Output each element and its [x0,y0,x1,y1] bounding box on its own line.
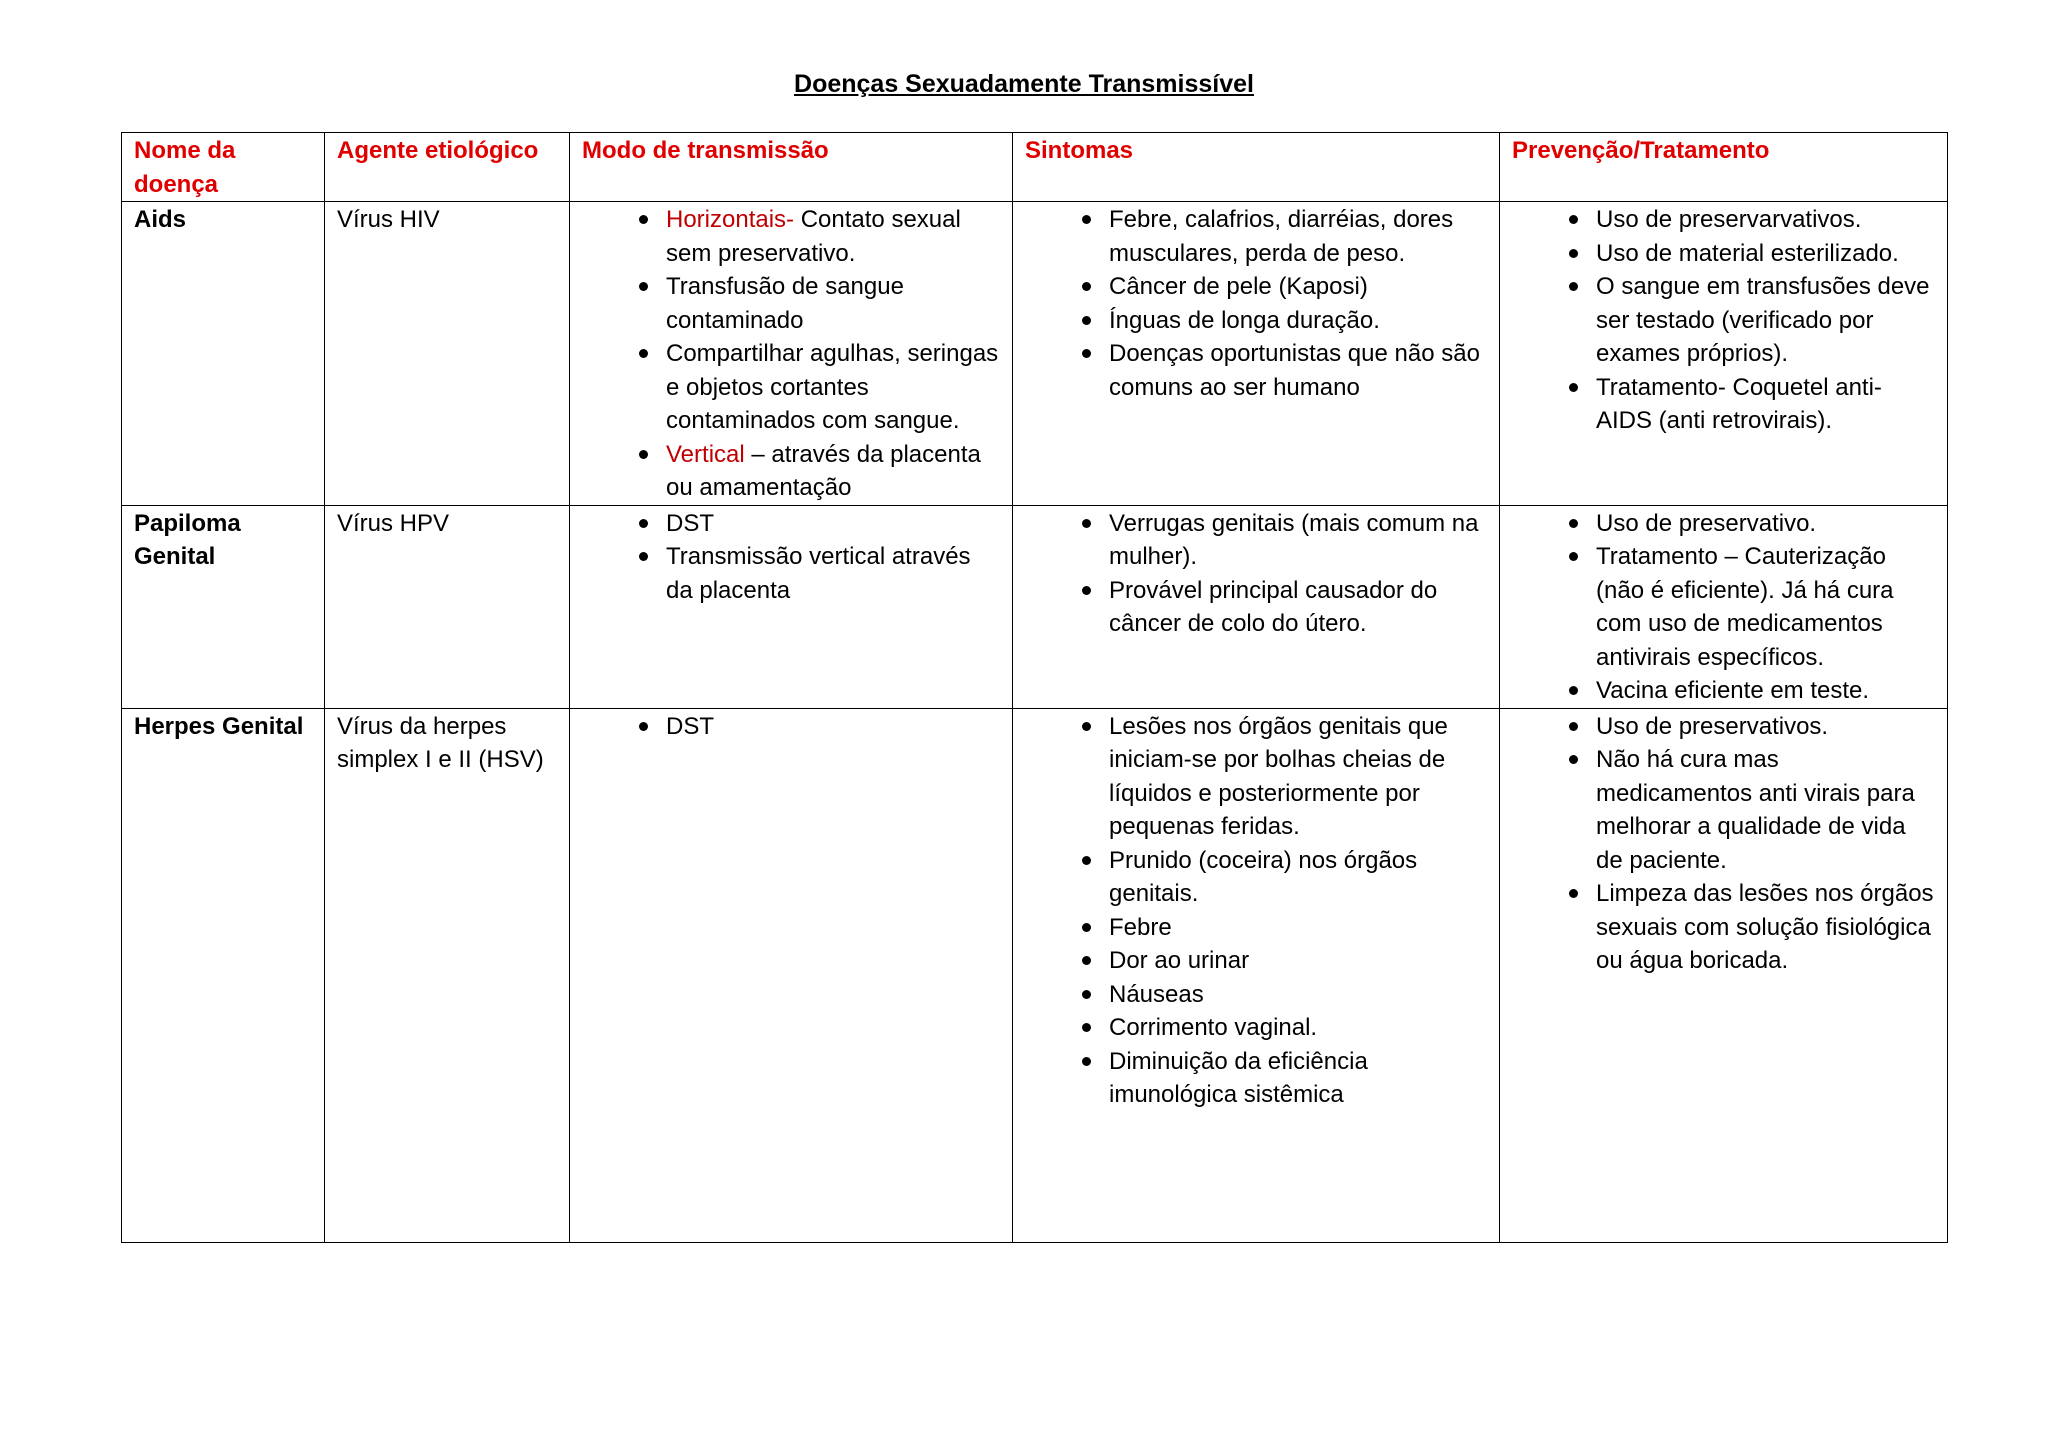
bullet-icon [1082,722,1091,731]
list-item [1512,877,1937,978]
item-text: Vacina eficiente em teste. [1596,677,1870,704]
list-item [1025,1045,1489,1112]
list-item [1025,1011,1489,1045]
bullet-icon [1569,249,1578,258]
header-sintomas: Sintomas [1013,133,1500,202]
bullet-icon [1569,722,1578,731]
bullet-icon [639,552,648,561]
item-text: Lesões nos órgãos genitais que iniciam-se por bolhas cheias de líquidos e posteriormente por pequenas feridas. [1109,712,1448,840]
list-item [1512,674,1937,708]
header-agente: Agente etiológico [325,133,570,202]
item-text: – através da placenta ou amamentação [666,440,981,501]
item-text: Tratamento- Coquetel anti-AIDS (anti retrovirais). [1596,373,1882,434]
item-text: Transmissão vertical através da placenta [666,543,971,604]
etiologic-agent: Vírus da herpes simplex I e II (HSV) [325,708,570,1242]
prevention-cell [1500,708,1948,1242]
bullet-icon [1082,923,1091,932]
etiologic-agent: Vírus HPV [325,505,570,708]
list-item [1025,911,1489,945]
transmission-cell [570,708,1013,1242]
list-item [1025,203,1489,270]
disease-name: Papiloma Genital [122,505,325,708]
symptoms-list [1025,507,1489,641]
bullet-icon [1569,282,1578,291]
item-text: Doenças oportunistas que não são comuns ao ser humano [1109,340,1480,401]
item-text: Uso de preservativos. [1596,712,1829,740]
list-item [1512,371,1937,438]
list-item [1025,944,1489,978]
item-text: Verrugas genitais (mais comum na mulher). [1109,509,1479,570]
item-text: Febre [1109,913,1172,941]
item-text: Câncer de pele (Kaposi) [1109,273,1368,300]
bullet-icon [1569,686,1578,695]
bullet-icon [1082,282,1091,291]
item-text: Diminuição da eficiência imunológica sistêmica [1109,1047,1368,1108]
list-item [1512,540,1937,674]
header-prevencao: Prevenção/Tratamento [1500,133,1948,202]
bullet-icon [1569,215,1578,224]
item-text: Uso de preservarvativos. [1596,206,1862,233]
item-text: Não há cura mas medicamentos anti virais para melhorar a qualidade de vida de paciente. [1596,746,1915,874]
prevention-list [1512,710,1937,978]
prevention-cell [1500,505,1948,708]
bullet-icon [1082,956,1091,965]
etiologic-agent: Vírus HIV [325,202,570,506]
list-item [1512,507,1937,541]
bullet-icon [1082,316,1091,325]
bullet-icon [1082,586,1091,595]
bullet-icon [1082,1023,1091,1032]
prevention-list [1512,507,1937,708]
symptoms-cell [1013,202,1500,506]
symptoms-list [1025,203,1489,404]
list-item [582,507,1002,541]
bullet-icon [639,722,648,731]
page-title: Doenças Sexuadamente Transmissível [794,70,1254,98]
list-item [1025,507,1489,574]
bullet-icon [1569,889,1578,898]
list-item [1512,743,1937,877]
list-item [1025,304,1489,338]
bullet-icon [639,349,648,358]
item-text: Uso de preservativo. [1596,509,1817,537]
disease-name: Herpes Genital [122,708,325,1242]
item-text: Náuseas [1109,980,1204,1008]
item-text: Uso de material esterilizado. [1596,239,1899,267]
bullet-icon [1082,519,1091,528]
item-text: Limpeza das lesões nos órgãos sexuais com solução fisiológica ou água boricada. [1596,880,1934,974]
transmission-list [582,507,1002,608]
list-item [582,540,1002,607]
list-item [1512,710,1937,744]
list-item [1025,337,1489,404]
symptoms-list [1025,710,1489,1112]
bullet-icon [1082,990,1091,999]
prevention-cell [1500,202,1948,506]
list-item [1025,574,1489,641]
header-nome: Nome da doença [122,133,325,202]
list-item [1512,270,1937,371]
item-text: Febre, calafrios, diarréias, dores musculares, perda de peso. [1109,206,1454,267]
item-text: Corrimento vaginal. [1109,1014,1318,1041]
list-item [1512,203,1937,237]
bullet-icon [639,282,648,291]
header-modo: Modo de transmissão [570,133,1013,202]
disease-name: Aids [122,202,325,506]
bullet-icon [1082,349,1091,358]
disease-table [121,132,1948,1243]
table-row [122,708,1948,1242]
item-text: O sangue em transfusões deve ser testado (verificado por exames próprios). [1596,273,1930,367]
prevention-list [1512,203,1937,438]
list-item [1025,978,1489,1012]
item-text: Transfusão de sangue contaminado [666,273,904,334]
item-text: DST [666,712,714,740]
bullet-icon [639,215,648,224]
bullet-icon [1569,552,1578,561]
bullet-icon [1082,1057,1091,1066]
list-item [1025,710,1489,844]
table-row [122,202,1948,506]
item-text: Dor ao urinar [1109,947,1250,974]
bullet-icon [639,519,648,528]
list-item [582,270,1002,337]
item-text: Prunido (coceira) nos órgãos genitais. [1109,846,1418,907]
list-item [582,203,1002,270]
bullet-icon [1569,755,1578,764]
bullet-icon [639,450,648,459]
transmission-list [582,710,1002,744]
table-row [122,505,1948,708]
symptoms-cell [1013,505,1500,708]
list-item [582,438,1002,505]
item-text: Ínguas de longa duração. [1109,306,1380,334]
bullet-icon [1082,856,1091,865]
item-text: Tratamento – Cauterização (não é eficiente). Já há cura com uso de medicamentos antivirais específicos. [1596,543,1894,671]
transmission-cell [570,505,1013,708]
item-text: Provável principal causador do câncer de colo do útero. [1109,576,1438,637]
bullet-icon [1082,215,1091,224]
list-item [1025,844,1489,911]
list-item [1025,270,1489,304]
transmission-cell [570,202,1013,506]
list-item [582,337,1002,438]
item-text: DST [666,509,714,537]
item-text: Compartilhar agulhas, seringas e objetos cortantes contaminados com sangue. [666,340,999,434]
bullet-icon [1569,519,1578,528]
bullet-icon [1569,383,1578,392]
highlight-text: Vertical [666,440,745,468]
transmission-list [582,203,1002,505]
item-text: Contato sexual sem preservativo. [666,206,961,267]
table-header-row [122,133,1948,202]
highlight-text: Horizontais- [666,206,795,233]
list-item [1512,237,1937,271]
symptoms-cell [1013,708,1500,1242]
list-item [582,710,1002,744]
